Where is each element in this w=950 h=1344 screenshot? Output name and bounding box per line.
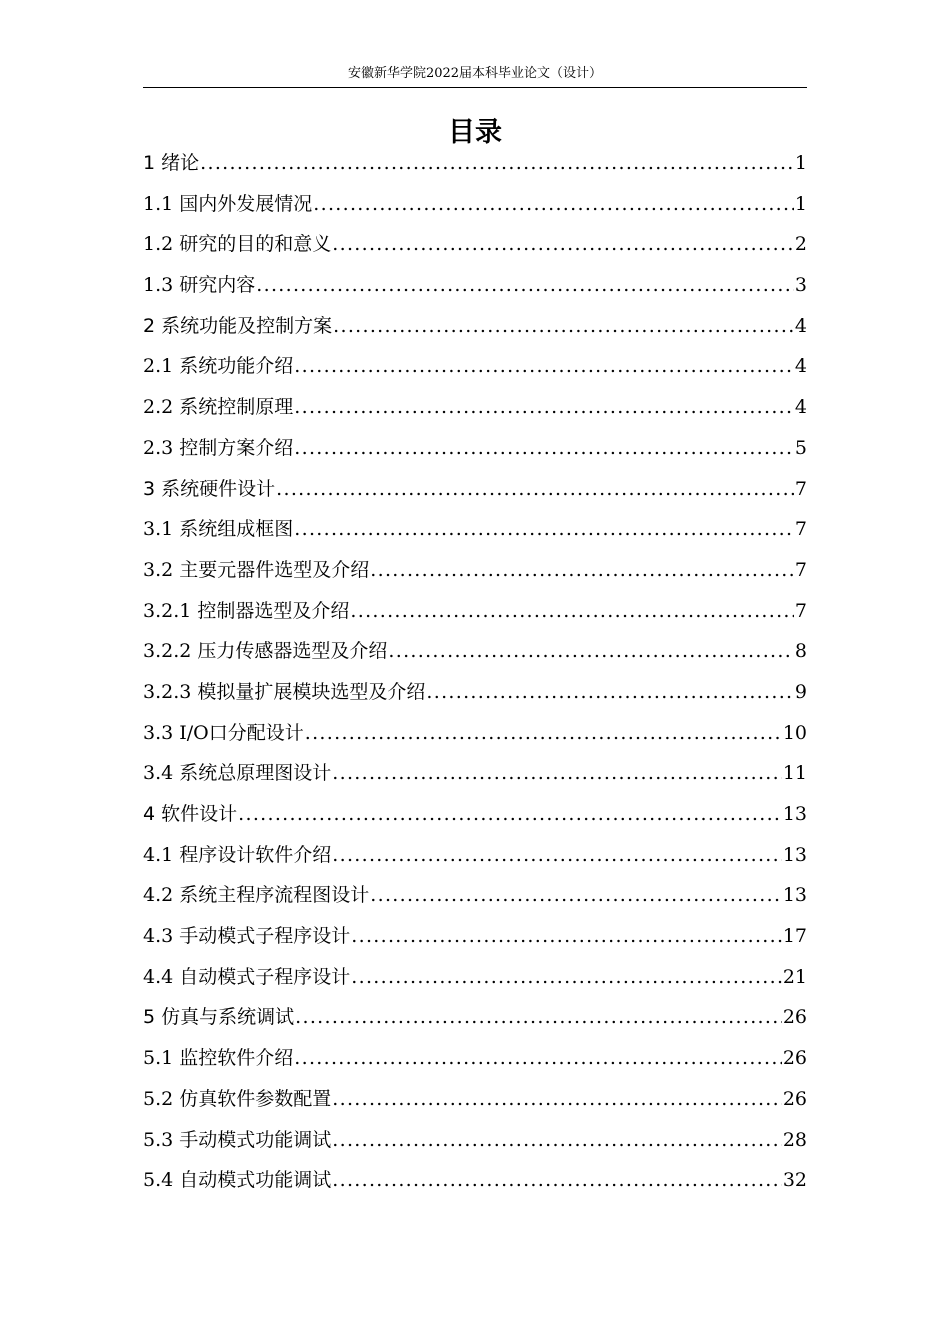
toc-entry-label: 4.4 自动模式子程序设计 xyxy=(143,965,351,988)
toc-title: 目录 xyxy=(448,117,502,148)
toc-entry-page-number: 5 xyxy=(794,436,807,459)
toc-dot-leader xyxy=(256,269,794,301)
toc-entry[interactable] xyxy=(143,676,807,717)
toc-list xyxy=(143,147,807,1205)
toc-entry[interactable] xyxy=(143,391,807,432)
toc-entry-label: 5.3 手动模式功能调试 xyxy=(143,1128,332,1151)
toc-entry-page-number: 13 xyxy=(782,803,807,825)
toc-dot-leader xyxy=(370,554,794,586)
toc-dot-leader xyxy=(294,350,794,382)
toc-entry-label: 1.2 研究的目的和意义 xyxy=(143,233,332,256)
toc-entry[interactable] xyxy=(143,1001,807,1042)
toc-dot-leader xyxy=(350,595,794,627)
toc-dot-leader xyxy=(426,676,794,708)
toc-dot-leader xyxy=(200,147,794,179)
toc-entry-page-number: 7 xyxy=(794,558,807,581)
toc-entry-label: 3.2.1 控制器选型及介绍 xyxy=(143,599,350,622)
toc-entry-label: 2.2 系统控制原理 xyxy=(143,396,294,419)
toc-entry-page-number: 21 xyxy=(782,965,807,988)
toc-entry-page-number: 9 xyxy=(794,680,807,703)
toc-entry-label: 5 仿真与系统调试 xyxy=(143,1006,295,1029)
toc-entry-page-number: 10 xyxy=(782,721,807,744)
toc-entry[interactable] xyxy=(143,839,807,880)
toc-entry[interactable] xyxy=(143,961,807,1002)
toc-entry-label: 2 系统功能及控制方案 xyxy=(143,314,333,337)
toc-dot-leader xyxy=(313,188,794,220)
toc-entry-page-number: 13 xyxy=(782,843,807,866)
toc-entry-label: 5.2 仿真软件参数配置 xyxy=(143,1087,332,1110)
toc-dot-leader xyxy=(332,228,794,260)
toc-entry[interactable] xyxy=(143,717,807,758)
toc-entry-page-number: 28 xyxy=(782,1128,807,1151)
toc-entry-label: 4.3 手动模式子程序设计 xyxy=(143,925,351,948)
toc-dot-leader xyxy=(332,1164,782,1196)
toc-entry-page-number: 13 xyxy=(782,884,807,907)
toc-entry-page-number: 26 xyxy=(782,1006,807,1029)
toc-entry-page-number: 11 xyxy=(782,762,807,785)
toc-entry-page-number: 7 xyxy=(794,477,807,500)
toc-entry-label: 4.2 系统主程序流程图设计 xyxy=(143,884,370,907)
toc-entry-page-number: 2 xyxy=(794,233,807,256)
toc-entry[interactable] xyxy=(143,473,807,514)
toc-dot-leader xyxy=(294,432,794,464)
toc-entry[interactable] xyxy=(143,879,807,920)
toc-entry-page-number: 1 xyxy=(794,192,807,215)
toc-entry[interactable] xyxy=(143,757,807,798)
toc-entry-label: 1 绪论 xyxy=(143,152,200,174)
toc-entry[interactable] xyxy=(143,310,807,351)
toc-entry-page-number: 7 xyxy=(794,518,807,541)
toc-dot-leader xyxy=(294,1042,782,1074)
toc-entry-label: 4 软件设计 xyxy=(143,803,238,825)
toc-dot-leader xyxy=(388,635,794,667)
toc-entry-page-number: 8 xyxy=(794,640,807,663)
toc-entry-label: 3.4 系统总原理图设计 xyxy=(143,762,332,785)
toc-entry-label: 3 系统硬件设计 xyxy=(143,477,276,500)
toc-entry-label: 3.2.3 模拟量扩展模块选型及介绍 xyxy=(143,680,426,703)
toc-entry[interactable] xyxy=(143,269,807,310)
toc-entry[interactable] xyxy=(143,1124,807,1165)
toc-entry-label: 1.1 国内外发展情况 xyxy=(143,192,313,215)
toc-dot-leader xyxy=(332,1124,782,1156)
toc-entry-page-number: 26 xyxy=(782,1047,807,1070)
toc-entry-label: 1.3 研究内容 xyxy=(143,274,256,297)
toc-dot-leader xyxy=(295,1001,782,1033)
toc-entry[interactable] xyxy=(143,188,807,229)
toc-dot-leader xyxy=(276,473,794,505)
toc-entry-label: 5.4 自动模式功能调试 xyxy=(143,1169,332,1192)
toc-entry-page-number: 32 xyxy=(782,1169,807,1192)
toc-entry-label: 3.2 主要元器件选型及介绍 xyxy=(143,558,370,581)
header-divider xyxy=(143,87,807,88)
toc-entry-page-number: 4 xyxy=(794,396,807,419)
page-header: 安徽新华学院2022届本科毕业论文（设计） xyxy=(347,66,603,81)
toc-dot-leader xyxy=(351,961,782,993)
toc-entry-page-number: 3 xyxy=(794,274,807,297)
toc-entry[interactable] xyxy=(143,147,807,188)
toc-entry-label: 5.1 监控软件介绍 xyxy=(143,1047,294,1070)
toc-entry[interactable] xyxy=(143,798,807,839)
toc-dot-leader xyxy=(294,513,794,545)
toc-entry-label: 2.1 系统功能介绍 xyxy=(143,355,294,378)
toc-entry-label: 3.3 I/O口分配设计 xyxy=(143,721,304,744)
toc-entry[interactable] xyxy=(143,635,807,676)
toc-entry[interactable] xyxy=(143,350,807,391)
toc-entry[interactable] xyxy=(143,432,807,473)
toc-entry-label: 2.3 控制方案介绍 xyxy=(143,436,294,459)
toc-entry-page-number: 4 xyxy=(794,314,807,337)
toc-entry[interactable] xyxy=(143,920,807,961)
toc-dot-leader xyxy=(238,798,782,830)
toc-dot-leader xyxy=(332,1083,782,1115)
toc-entry[interactable] xyxy=(143,1083,807,1124)
toc-entry[interactable] xyxy=(143,228,807,269)
toc-dot-leader xyxy=(333,310,794,342)
toc-entry-page-number: 7 xyxy=(794,599,807,622)
toc-entry-page-number: 4 xyxy=(794,355,807,378)
toc-entry[interactable] xyxy=(143,513,807,554)
toc-entry-label: 4.1 程序设计软件介绍 xyxy=(143,843,332,866)
toc-dot-leader xyxy=(351,920,782,952)
toc-dot-leader xyxy=(305,717,782,749)
toc-dot-leader xyxy=(294,391,794,423)
toc-dot-leader xyxy=(370,879,782,911)
toc-entry[interactable] xyxy=(143,1164,807,1205)
toc-dot-leader xyxy=(332,839,782,871)
toc-entry-page-number: 26 xyxy=(782,1087,807,1110)
toc-entry[interactable] xyxy=(143,554,807,595)
toc-entry[interactable] xyxy=(143,595,807,636)
toc-entry-page-number: 17 xyxy=(782,925,807,948)
toc-entry-page-number: 1 xyxy=(794,152,807,174)
toc-entry[interactable] xyxy=(143,1042,807,1083)
toc-entry-label: 3.1 系统组成框图 xyxy=(143,518,294,541)
toc-entry-label: 3.2.2 压力传感器选型及介绍 xyxy=(143,640,388,663)
toc-dot-leader xyxy=(332,757,782,789)
